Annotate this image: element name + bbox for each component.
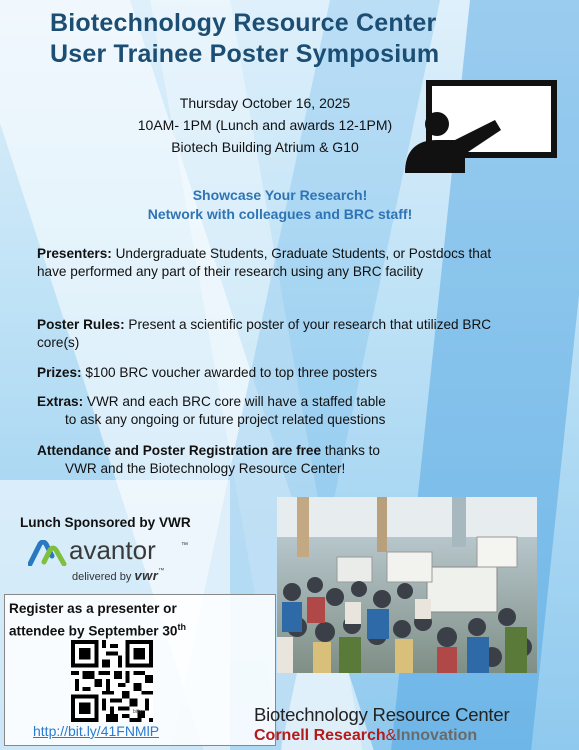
avantor-wordmark: avantor	[69, 535, 156, 565]
avantor-logo	[28, 535, 203, 588]
extras-line-1: VWR and each BRC core will have a staffed table	[86, 394, 386, 409]
attendance-label: Attendance and Poster Registration are free	[37, 443, 322, 458]
rules-label: Poster Rules:	[37, 317, 125, 332]
attendance-line-1: thanks to	[321, 443, 380, 458]
crowd-photo-illustration	[277, 497, 537, 673]
sponsor-label: Lunch Sponsored by VWR	[20, 515, 191, 530]
registration-text	[9, 600, 271, 641]
presenter-board-icon	[403, 80, 558, 175]
extras-label: Extras:	[37, 394, 84, 409]
symposium-photo	[277, 497, 537, 673]
title-line-2: User Trainee Poster Symposium	[50, 40, 440, 68]
presenters-text: Undergraduate Students, Graduate Students, or Postdocs that have performed any part of their research using any BRC facility	[37, 246, 492, 279]
avantor-mark-icon	[28, 540, 68, 566]
showcase-line-1: Showcase Your Research!	[192, 187, 368, 203]
registration-sup: th	[177, 622, 186, 632]
event-details	[110, 92, 420, 158]
extras-line-2: to ask any ongoing or future project related questions	[65, 411, 386, 427]
presenters-label: Presenters:	[37, 246, 112, 261]
registration-box	[4, 594, 276, 746]
avantor-tm: ™	[181, 542, 188, 549]
prizes-section	[37, 364, 497, 382]
innovation-text: Innovation	[396, 727, 478, 744]
event-date: Thursday October 16, 2025	[179, 95, 351, 111]
prizes-label: Prizes:	[37, 365, 82, 380]
rules-section	[37, 316, 497, 351]
vwr-wordmark: vwr	[134, 568, 159, 583]
showcase-line-2: Network with colleagues and BRC staff!	[147, 206, 413, 222]
event-location: Biotech Building Atrium & G10	[171, 139, 359, 155]
delivered-by-text: delivered by	[72, 571, 132, 583]
delivered-by-vwr	[72, 568, 164, 583]
registration-link[interactable]: http://bit.ly/41FNMlP	[33, 723, 160, 739]
cornell-research-innovation-logo	[254, 727, 477, 745]
registration-line-1: Register as a presenter or	[9, 601, 177, 616]
footer-org-name: Biotechnology Resource Center	[254, 704, 510, 725]
attendance-line-2: VWR and the Biotechnology Resource Center!	[65, 460, 346, 476]
event-time: 10AM- 1PM (Lunch and awards 12-1PM)	[137, 117, 393, 133]
qr-caption: bitly	[133, 709, 142, 715]
attendance-section	[37, 442, 497, 477]
registration-line-2: attendee by September 30th	[9, 622, 186, 639]
prizes-text: $100 BRC voucher awarded to top three posters	[85, 365, 378, 380]
extras-section	[37, 393, 497, 428]
rules-text: Present a scientific poster of your research that utilized BRC core(s)	[37, 317, 492, 350]
title-line-1: Biotechnology Resource Center	[50, 9, 437, 37]
flyer-title	[50, 8, 570, 70]
presenters-section	[37, 245, 497, 280]
ampersand-text: &	[385, 727, 397, 744]
vwr-tm: ™	[158, 568, 165, 574]
showcase-banner	[60, 186, 500, 224]
cornell-research-text: Cornell Research	[254, 727, 386, 744]
